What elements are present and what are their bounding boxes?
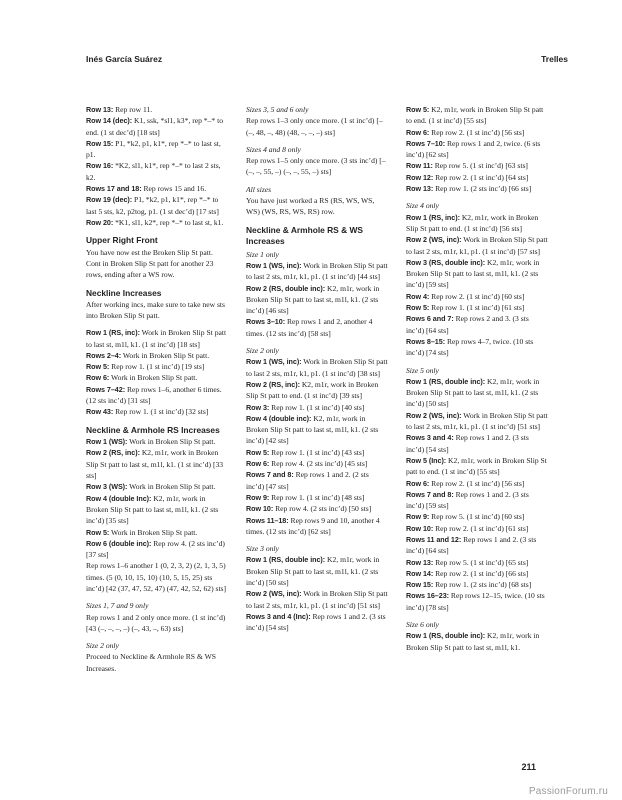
instruction-row <box>86 247 228 281</box>
row-label: Row 1 (RS, double inc): <box>406 376 486 386</box>
row-text: Rep rows 1 and 2 only once more. (1 st inc’d) [43 (–, –, –, –) (–, 43, –, 63) sts] <box>86 612 226 633</box>
instruction-row <box>246 469 388 492</box>
instruction-row <box>406 291 548 302</box>
row-label: Row 1 (RS, double inc): <box>246 555 326 565</box>
instruction-row <box>406 478 548 489</box>
instruction-row <box>86 350 228 361</box>
row-label: Row 43: <box>86 407 114 417</box>
row-label: Row 1 (WS): <box>86 437 128 447</box>
instruction-row <box>406 410 548 433</box>
row-label: Row 5: <box>406 105 430 114</box>
row-label: Row 13: <box>406 184 434 194</box>
row-text: Rep rows 1 and 2. (3 sts inc’d) [64 sts] <box>406 534 537 556</box>
row-text: P1, *k2, p1, k1*, rep *–* to last st, p1. <box>86 138 221 160</box>
instruction-row <box>86 372 228 383</box>
row-text: Work in Broken Slip St patt. <box>121 350 210 360</box>
size-subheading: Size 5 only <box>406 365 439 375</box>
row-text: Rep row 5. (1 st inc’d) [63 sts] <box>432 161 528 171</box>
row-label: Row 5: <box>86 362 110 372</box>
row-text: Rep rows 1–6, another 6 times. (12 sts inc’d) [31 sts] <box>86 384 222 406</box>
instruction-row <box>86 481 228 492</box>
instruction-row <box>246 356 388 379</box>
row-text: Rep rows 1 and 2. (3 sts inc’d) [59 sts] <box>406 489 529 511</box>
row-text: K2, m1r, work in Broken Slip St patt to last st, m1l, k1. (1 st inc’d) [33 sts] <box>86 448 224 481</box>
instruction-row <box>246 492 388 503</box>
instruction-row <box>246 283 388 317</box>
row-label: Row 9: <box>246 492 270 502</box>
row-text: Work in Broken Slip St patt to last 2 sts, m1r, k1, p1. (1 st inc’d) [51 sts] <box>406 410 548 432</box>
row-text: K2, m1r, work in Broken Slip St patt to end. (1 st inc’d) [55 sts] <box>406 105 544 126</box>
row-text: Rep rows 15 and 16. <box>141 184 207 194</box>
row-label: Rows 11–18: <box>246 515 289 525</box>
instruction-row <box>246 503 388 514</box>
row-label: Row 13: <box>86 105 114 114</box>
row-label: Row 2 (WS, inc): <box>406 410 462 420</box>
instruction-row <box>246 515 388 538</box>
row-label: Row 5: <box>246 447 270 457</box>
row-text: Rep rows 1 and 2, another 4 times. (12 sts inc’d) [58 sts] <box>246 317 373 338</box>
instruction-row <box>86 327 228 350</box>
instruction-row <box>86 436 228 447</box>
row-text: K1, ssk, *sl1, k3*, rep *–* to end. (1 st dec’d) [18 sts] <box>86 116 223 137</box>
instruction-row <box>86 447 228 481</box>
page-number: 211 <box>521 762 536 772</box>
row-text: Rep rows 12–15, twice. (10 sts inc’d) [78 sts] <box>406 591 545 612</box>
instruction-row <box>406 234 548 257</box>
instruction-row <box>246 402 388 413</box>
row-text: Work in Broken Slip St patt to last 2 sts, m1r, k1, p1. (1 st inc’d) [57 sts] <box>406 235 548 256</box>
row-label: Row 2 (WS, inc): <box>246 589 302 599</box>
instruction-row <box>246 379 388 402</box>
row-text: You have just worked a RS (RS, WS, WS, WS) (WS, RS, WS, RS) row. <box>246 196 375 217</box>
row-label: Rows 3 and 4: <box>406 433 454 443</box>
instruction-row <box>406 376 548 410</box>
row-text: Rep row 2. (1 st inc’d) [56 sts] <box>429 478 525 488</box>
row-label: Row 6: <box>86 373 110 383</box>
row-label: Row 14: <box>406 568 434 578</box>
row-label: Rows 2–4: <box>86 350 122 360</box>
row-label: Rows 11 and 12: <box>406 534 462 544</box>
instruction-row <box>406 579 548 590</box>
row-text: Rep row 1. (1 st inc’d) [48 sts] <box>269 492 365 502</box>
size-subheading: Sizes 3, 5 and 6 only <box>246 105 309 114</box>
row-text: Work in Broken Slip St patt to last st, m1l, k1. (1 st inc’d) [18 sts] <box>86 328 227 349</box>
section-heading: Neckline & Armhole RS Increases <box>86 424 220 435</box>
instruction-row <box>86 104 228 115</box>
row-label: Rows 17 and 18: <box>86 184 142 194</box>
row-label: Row 9: <box>406 512 430 522</box>
instruction-row <box>406 523 548 534</box>
instruction-row <box>406 534 548 557</box>
instruction-row <box>406 172 548 183</box>
instruction-row <box>86 612 228 635</box>
row-text: Rep rows 4–7, twice. (10 sts inc’d) [74 sts] <box>406 336 534 358</box>
row-text: Rep rows 9 and 10, another 4 times. (12 sts inc’d) [62 sts] <box>246 515 380 536</box>
instruction-row <box>406 138 548 161</box>
instruction-row <box>86 115 228 138</box>
row-text: Rep row 2. (1 st inc’d) [66 sts] <box>433 568 529 578</box>
row-text: Rep rows 1–6 another 1 (0, 2, 3, 2) (2, 1, 3, 5) times. (5 (0, 10, 15, 10) (10, 5, 15, 25) sts inc’d) [42 (37, 47, 52, 47) (47, 42, 52, 62) sts] <box>86 561 227 593</box>
row-text: Rep row 1. (2 sts inc’d) [68 sts] <box>433 580 532 590</box>
size-subheading: Size 4 only <box>406 201 439 211</box>
row-text: Work in Broken Slip St patt to last 2 sts, m1r, k1, p1. (1 st inc’d) [44 sts] <box>246 260 388 282</box>
row-text: Rep rows 2 and 3. (3 sts inc’d) [64 sts] <box>406 314 529 335</box>
row-text: K2, m1r, work in Broken Slip St patt to last st, m1l, k1. (2 sts inc’d) [35 sts] <box>86 493 219 526</box>
row-text: Rep row 5. (1 st inc’d) [65 sts] <box>433 557 529 567</box>
instruction-row <box>86 384 228 407</box>
row-label: Row 19 (dec): <box>86 195 133 205</box>
row-text: K2, m1r, work in Broken Slip St patt to end. (1 st inc’d) [55 sts] <box>406 455 547 477</box>
row-text: K2, m1r, work in Broken Slip St patt to last st, m1l, k1. (2 sts inc’d) [59 sts] <box>406 257 540 290</box>
instruction-row <box>406 257 548 291</box>
instruction-row <box>86 194 228 217</box>
instruction-row <box>86 361 228 372</box>
row-text: Rep row 11. <box>113 105 153 114</box>
row-label: Rows 6 and 7: <box>406 314 454 324</box>
row-text: *K2, sl1, k1*, rep *–* to last 2 sts, k2. <box>86 161 221 182</box>
row-label: Row 6 (double inc): <box>86 538 152 548</box>
instruction-row <box>86 493 228 527</box>
instruction-row <box>246 588 388 611</box>
row-text: Work in Broken Slip St patt. <box>109 527 198 537</box>
row-text: Rep row 5. (1 st inc’d) [60 sts] <box>429 512 525 522</box>
row-text: After working incs, make sure to take new sts into Broken Slip St patt. <box>86 300 225 321</box>
row-text: Rep rows 1 and 2. (2 sts inc’d) [47 sts] <box>246 470 369 491</box>
instruction-row <box>406 302 548 313</box>
row-text: Rep row 2. (1 st inc’d) [64 sts] <box>433 172 529 182</box>
instruction-row <box>406 568 548 579</box>
instruction-row <box>86 406 228 417</box>
instruction-row <box>406 557 548 568</box>
row-label: Row 1 (WS, inc): <box>246 260 302 270</box>
instruction-row <box>246 458 388 469</box>
row-text: K2, m1r, work in Broken Slip St patt to last st, m1l, k1. (2 sts inc’d) [50 sts] <box>246 555 380 587</box>
column-1 <box>86 104 228 674</box>
row-label: Row 16: <box>86 161 114 171</box>
row-label: Row 4 (double Inc): <box>86 493 152 503</box>
row-text: Rep rows 1 and 2. (3 sts inc’d) [54 sts] <box>406 433 529 454</box>
row-text: P1, *k2, p1, k1*, rep *–* to last 5 sts, k2, p2tog, p1. (1 st dec’d) [17 sts] <box>86 195 219 216</box>
row-label: Row 6: <box>406 478 430 488</box>
row-text: Rep row 2. (1 st inc’d) [56 sts] <box>429 127 525 137</box>
row-label: Rows 3 and 4 (Inc): <box>246 611 311 621</box>
row-label: Row 14 (dec): <box>86 116 133 126</box>
row-text: Rep row 1. (1 st inc’d) [43 sts] <box>269 447 365 457</box>
instruction-row <box>86 217 228 228</box>
row-label: Row 2 (RS, inc): <box>86 448 140 458</box>
row-label: Row 5: <box>406 303 430 313</box>
row-text: Rep row 2. (1 st inc’d) [60 sts] <box>429 291 525 301</box>
instruction-row <box>406 489 548 512</box>
row-text: K2, m1r, work in Broken Slip St patt to last st, m1l, k1. (2 sts inc’d) [50 sts] <box>406 376 540 409</box>
column-2 <box>246 104 388 633</box>
row-label: Rows 3–10: <box>246 317 286 327</box>
row-text: Work in Broken Slip St patt to last 2 sts, m1r, k1, p1. (1 st inc’d) [38 sts] <box>246 357 388 378</box>
instruction-row <box>406 630 548 653</box>
row-label: Row 10: <box>406 523 434 533</box>
row-text: Work in Broken Slip St patt to last 2 sts, m1r, k1, p1. (1 st inc’d) [51 sts] <box>246 589 388 610</box>
instruction-row <box>246 195 388 218</box>
row-label: Row 3 (RS, double inc): <box>406 257 486 267</box>
size-subheading: All sizes <box>246 184 272 194</box>
instruction-row <box>86 560 228 594</box>
size-subheading: Size 6 only <box>406 620 439 630</box>
instruction-row <box>406 160 548 171</box>
row-text: You have now est the Broken Slip St patt. Cont in Broken Slip St patt for another 23 rows, ending after a WS row. <box>86 247 214 280</box>
row-label: Row 4 (double inc): <box>246 413 312 423</box>
section-heading: Neckline Increases <box>86 287 162 298</box>
instruction-row <box>86 527 228 538</box>
row-label: Rows 16–23: <box>406 591 449 601</box>
row-text: Work in Broken Slip St patt. <box>127 437 216 447</box>
instruction-row <box>406 104 548 127</box>
row-label: Row 5: <box>86 527 110 537</box>
instruction-row <box>246 260 388 283</box>
instruction-row <box>406 455 548 478</box>
row-label: Row 1 (RS, inc): <box>86 328 140 338</box>
row-label: Row 10: <box>246 504 274 514</box>
row-label: Row 15: <box>86 138 114 148</box>
row-text: Rep row 1. (1 st inc’d) [32 sts] <box>113 407 209 417</box>
row-label: Row 2 (RS, inc): <box>246 379 300 389</box>
author-name: Inés García Suárez <box>86 54 163 64</box>
row-text: Rep row 4. (2 sts inc’d) [37 sts] <box>86 538 225 560</box>
row-text: Rep row 1. (1 st inc’d) [40 sts] <box>269 402 365 412</box>
page-header <box>86 54 568 68</box>
row-label: Row 3 (WS): <box>86 482 128 492</box>
row-text: K2, m1r, work in Broken Slip St patt to last st, m1l, k1. <box>406 631 540 652</box>
row-text: Rep rows 1 and 2, twice. (6 sts inc’d) [62 sts] <box>406 138 541 160</box>
instruction-row <box>86 160 228 183</box>
section-heading: Upper Right Front <box>86 235 158 246</box>
instruction-row <box>86 138 228 161</box>
row-label: Rows 7 and 8: <box>246 470 294 480</box>
row-label: Row 3: <box>246 402 270 412</box>
row-text: *K1, sl1, k2*, rep *–* to last st, k1. <box>113 217 224 227</box>
instruction-row <box>406 336 548 359</box>
instruction-row <box>406 212 548 235</box>
instruction-row <box>406 511 548 522</box>
instruction-row <box>406 313 548 336</box>
row-label: Row 1 (RS, double inc): <box>406 631 486 641</box>
watermark: PassionForum.ru <box>528 786 608 797</box>
instruction-row <box>86 651 228 674</box>
row-label: Row 5 (Inc): <box>406 455 447 465</box>
column-3 <box>406 104 548 653</box>
row-text: K2, m1r, work in Broken Slip St patt to end. (1 st inc’d) [39 sts] <box>246 379 379 401</box>
instruction-row <box>246 611 388 634</box>
row-label: Row 6: <box>406 127 430 137</box>
size-subheading: Sizes 4 and 8 only <box>246 144 301 154</box>
instruction-row <box>246 554 388 588</box>
instruction-row <box>86 183 228 194</box>
instruction-row <box>406 183 548 194</box>
row-label: Row 13: <box>406 557 434 567</box>
row-label: Row 6: <box>246 459 270 469</box>
row-text: Work in Broken Slip St patt. <box>109 373 198 383</box>
row-label: Row 11: <box>406 161 433 171</box>
row-text: Rep rows 1 and 2. (3 sts inc’d) [54 sts] <box>246 611 386 633</box>
instruction-row <box>406 432 548 455</box>
row-text: Rep row 1. (2 sts inc’d) [66 sts] <box>433 184 532 194</box>
instruction-row <box>86 299 228 322</box>
row-label: Row 4: <box>406 291 430 301</box>
instruction-row <box>246 413 388 447</box>
row-label: Row 1 (RS, inc): <box>406 212 460 222</box>
instruction-row <box>86 538 228 561</box>
row-text: K2, m1r, work in Broken Slip St patt to last st, m1l, k1. (2 sts inc’d) [46 sts] <box>246 283 380 316</box>
row-label: Row 12: <box>406 172 434 182</box>
row-label: Row 2 (RS, double inc): <box>246 283 326 293</box>
row-label: Row 15: <box>406 580 434 590</box>
size-subheading: Size 2 only <box>246 346 279 356</box>
row-label: Rows 8–15: <box>406 336 446 346</box>
instruction-row <box>246 447 388 458</box>
row-text: Rep row 1. (1 st inc’d) [61 sts] <box>429 303 525 313</box>
instruction-row <box>406 590 548 613</box>
pattern-title: Trelles <box>541 54 568 64</box>
row-text: Proceed to Neckline & Armhole RS & WS Increases. <box>86 652 216 673</box>
row-label: Row 2 (WS, inc): <box>406 235 462 245</box>
instruction-row <box>406 127 548 138</box>
row-text: Rep rows 1–3 only once more. (1 st inc’d) [– (–, 48, –, 48) (48, –, –, –) sts] <box>246 116 383 137</box>
row-label: Rows 7–10: <box>406 138 446 148</box>
row-label: Rows 7–42: <box>86 384 126 394</box>
row-text: Rep row 4. (2 sts inc’d) [50 sts] <box>273 504 372 514</box>
size-subheading: Size 3 only <box>246 544 279 554</box>
row-label: Row 20: <box>86 217 114 227</box>
size-subheading: Sizes 1, 7 and 9 only <box>86 601 149 611</box>
instruction-row <box>246 316 388 339</box>
row-label: Row 1 (WS, inc): <box>246 357 302 367</box>
size-subheading: Size 2 only <box>86 641 119 651</box>
instruction-row <box>246 115 388 138</box>
row-text: K2, m1r, work in Broken Slip St patt to last st, m1l, k1. (2 sts inc’d) [42 sts] <box>246 413 379 446</box>
row-text: K2, m1r, work in Broken Slip St patt to end. (1 st inc’d) [56 sts] <box>406 212 539 233</box>
instruction-row <box>246 155 388 178</box>
size-subheading: Size 1 only <box>246 249 279 259</box>
row-text: Work in Broken Slip St patt. <box>127 482 216 492</box>
row-text: Rep rows 1–5 only once more. (3 sts inc’d) [– (–, –, 55, –) (–, –, 55, –) sts] <box>246 156 386 177</box>
row-text: Rep row 4. (2 sts inc’d) [45 sts] <box>269 459 368 469</box>
section-heading: Neckline & Armhole RS & WS Increases <box>246 224 363 247</box>
row-text: Rep row 2. (1 st inc’d) [61 sts] <box>433 523 529 533</box>
row-label: Rows 7 and 8: <box>406 489 454 499</box>
row-text: Rep row 1. (1 st inc’d) [19 sts] <box>109 362 205 372</box>
